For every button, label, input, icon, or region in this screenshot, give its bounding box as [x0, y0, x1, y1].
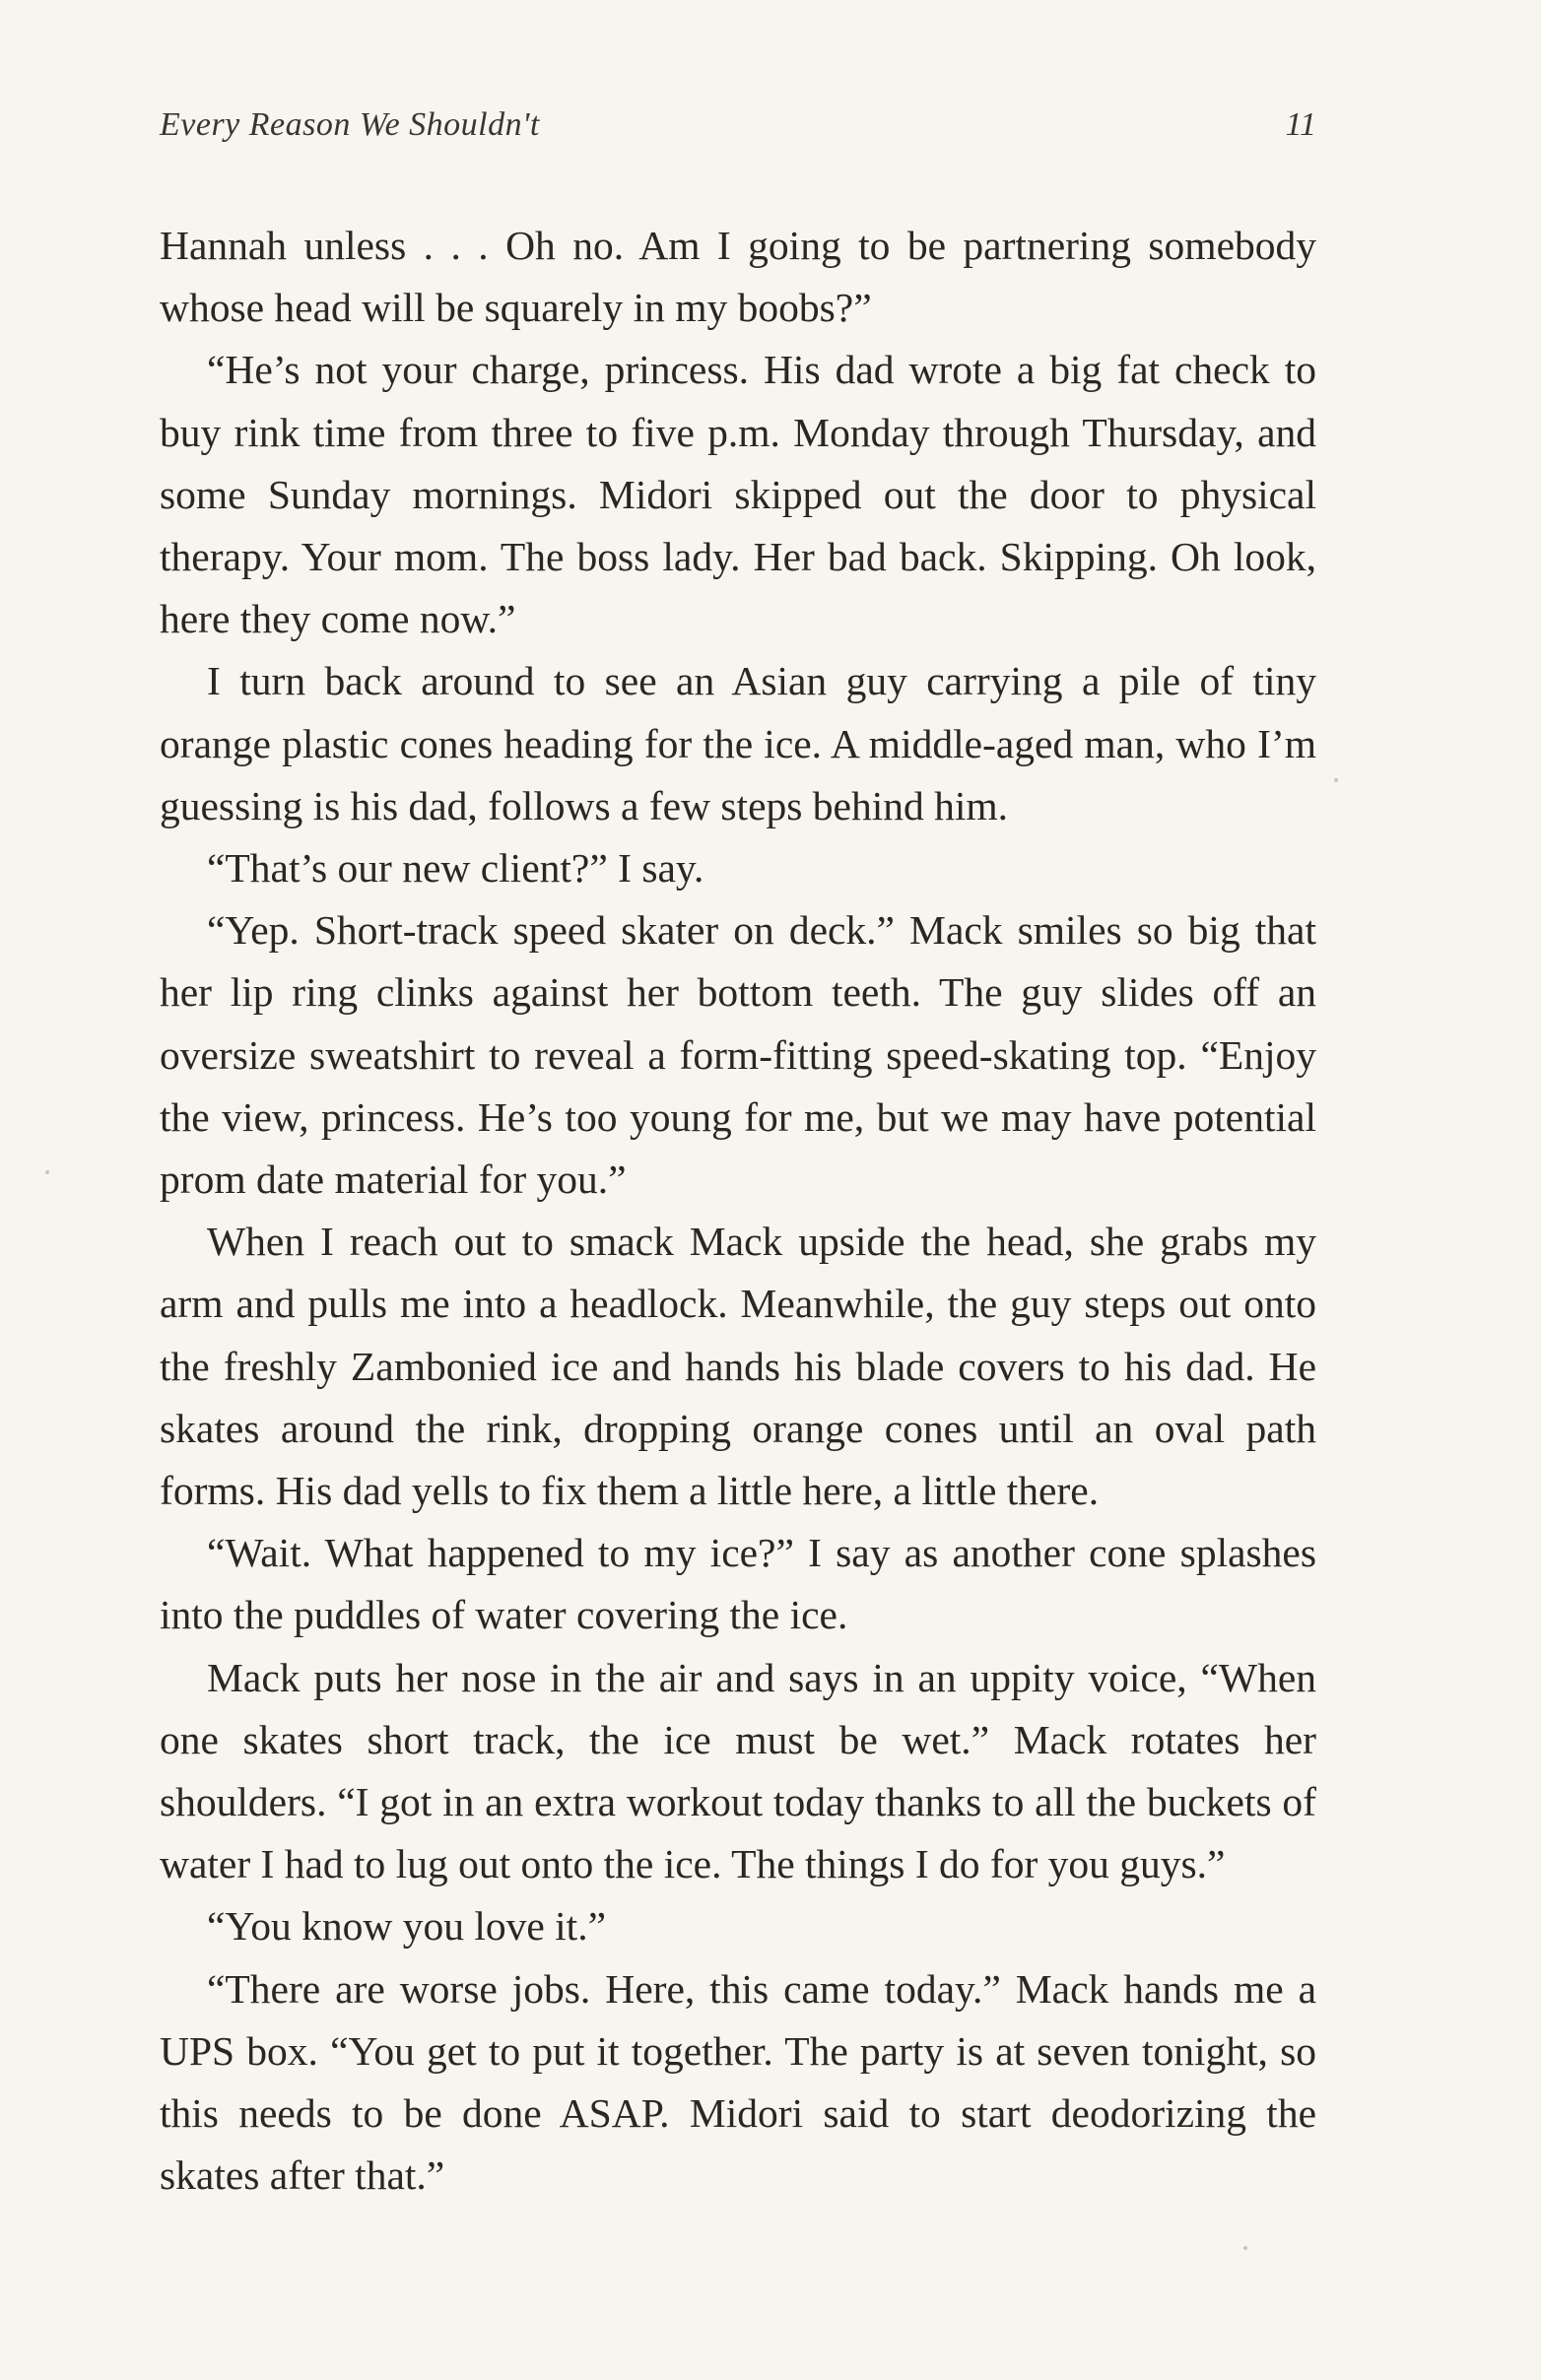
- paper-speck: [1243, 2246, 1247, 2250]
- paper-speck: [1334, 778, 1338, 782]
- paragraph: I turn back around to see an Asian guy carrying a pile of tiny orange plastic cones heading for the ice. A middle-aged man, who I’m guessing is his dad, follows a few steps behind him.: [160, 658, 1316, 828]
- paragraph: “You know you love it.”: [207, 1903, 607, 1950]
- paragraph: “Yep. Short-track speed skater on deck.” Mack smiles so big that her lip ring clinks against her bottom teeth. The guy slides off an oversize sweatshirt to reveal a form-fitting speed-skating top. “Enjoy the view, princess. He’s too young for me, but we may have potential prom date material for you.”: [160, 907, 1316, 1203]
- running-head-title: Every Reason We Shouldn't: [160, 106, 540, 143]
- body-text: [160, 215, 1316, 2208]
- paragraph: Hannah unless . . . Oh no. Am I going to be partnering somebody whose head will be squarely in my boobs?”: [160, 223, 1316, 331]
- paragraph: “He’s not your charge, princess. His dad wrote a big fat check to buy rink time from three to five p.m. Monday through Thursday, and some Sunday mornings. Midori skipped out the door to physical therapy. Your mom. The boss lady. Her bad back. Skipping. Oh look, here they come now.”: [160, 347, 1316, 642]
- paragraph: Mack puts her nose in the air and says in an uppity voice, “When one skates short track, the ice must be wet.” Mack rotates her shoulders. “I got in an extra workout today thanks to all the buckets of water I had to lug out onto the ice. The things I do for you guys.”: [160, 1654, 1316, 1887]
- paragraph: “That’s our new client?” I say.: [207, 845, 704, 892]
- paper-speck: [45, 1170, 49, 1174]
- page-number: 11: [1285, 106, 1316, 143]
- paragraph: “There are worse jobs. Here, this came today.” Mack hands me a UPS box. “You get to put it together. The party is at seven tonight, so this needs to be done ASAP. Midori said to start deodorizing the skates after that.”: [160, 1965, 1316, 2199]
- paragraph: When I reach out to smack Mack upside the head, she grabs my arm and pulls me into a headlock. Meanwhile, the guy steps out onto the freshly Zambonied ice and hands his blade covers to his dad. He skates around the rink, dropping orange cones until an oval path forms. His dad yells to fix them a little here, a little there.: [160, 1219, 1316, 1514]
- paragraph: “Wait. What happened to my ice?” I say as another cone splashes into the puddles of water covering the ice.: [160, 1530, 1316, 1638]
